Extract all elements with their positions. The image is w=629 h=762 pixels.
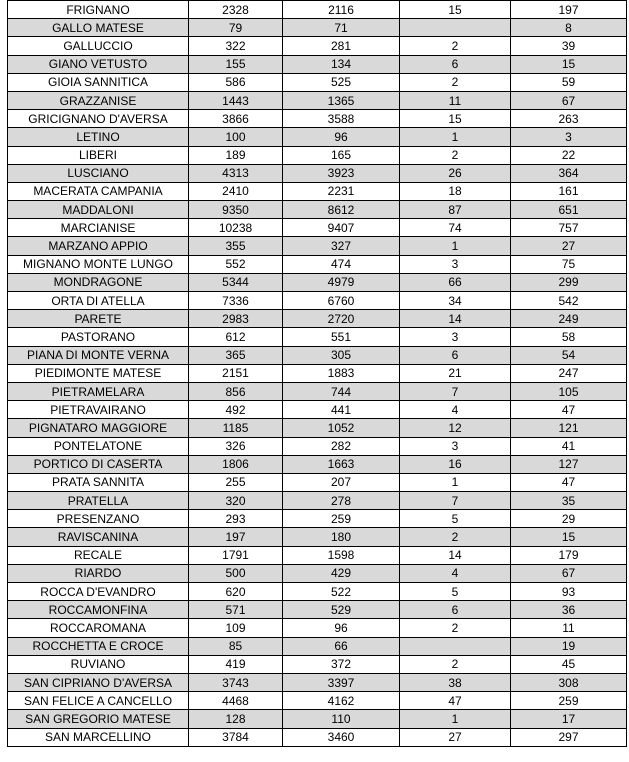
value-cell-2: 180 — [283, 528, 400, 546]
value-cell-4: 259 — [511, 692, 627, 710]
municipality-cell: SAN MARCELLINO — [8, 728, 189, 746]
value-cell-1: 109 — [189, 619, 283, 637]
table-body — [8, 1, 627, 747]
value-cell-2: 8612 — [283, 201, 400, 219]
table-row — [8, 364, 627, 382]
value-cell-1: 3743 — [189, 673, 283, 691]
value-cell-3: 2 — [400, 655, 511, 673]
table-row — [8, 201, 627, 219]
value-cell-3: 7 — [400, 492, 511, 510]
value-cell-1: 326 — [189, 437, 283, 455]
value-cell-1: 155 — [189, 55, 283, 73]
table-row — [8, 564, 627, 582]
value-cell-4: 15 — [511, 528, 627, 546]
table-row — [8, 37, 627, 55]
value-cell-2: 327 — [283, 237, 400, 255]
value-cell-1: 1185 — [189, 419, 283, 437]
value-cell-2: 96 — [283, 128, 400, 146]
municipality-cell: PRESENZANO — [8, 510, 189, 528]
value-cell-2: 2231 — [283, 182, 400, 200]
municipality-cell: PRATELLA — [8, 492, 189, 510]
value-cell-3: 14 — [400, 546, 511, 564]
value-cell-3: 1 — [400, 473, 511, 491]
value-cell-1: 419 — [189, 655, 283, 673]
municipality-cell: PIANA DI MONTE VERNA — [8, 346, 189, 364]
municipality-cell: GRICIGNANO D'AVERSA — [8, 110, 189, 128]
table-row — [8, 273, 627, 291]
value-cell-3: 6 — [400, 346, 511, 364]
municipality-cell: PONTELATONE — [8, 437, 189, 455]
table-row — [8, 182, 627, 200]
value-cell-2: 3923 — [283, 164, 400, 182]
value-cell-4: 121 — [511, 419, 627, 437]
value-cell-4: 27 — [511, 237, 627, 255]
municipality-cell: ROCCA D'EVANDRO — [8, 583, 189, 601]
value-cell-2: 429 — [283, 564, 400, 582]
table-row — [8, 601, 627, 619]
value-cell-3: 7 — [400, 382, 511, 400]
value-cell-1: 2328 — [189, 1, 283, 19]
table-row — [8, 583, 627, 601]
value-cell-1: 571 — [189, 601, 283, 619]
table-row — [8, 401, 627, 419]
value-cell-3: 2 — [400, 146, 511, 164]
value-cell-4: 15 — [511, 55, 627, 73]
table-row — [8, 91, 627, 109]
value-cell-2: 259 — [283, 510, 400, 528]
value-cell-1: 320 — [189, 492, 283, 510]
value-cell-4: 651 — [511, 201, 627, 219]
value-cell-2: 9407 — [283, 219, 400, 237]
table-row — [8, 455, 627, 473]
value-cell-3: 5 — [400, 583, 511, 601]
table-row — [8, 328, 627, 346]
value-cell-1: 100 — [189, 128, 283, 146]
value-cell-1: 85 — [189, 637, 283, 655]
value-cell-4: 41 — [511, 437, 627, 455]
value-cell-1: 2151 — [189, 364, 283, 382]
municipality-cell: SAN GREGORIO MATESE — [8, 710, 189, 728]
value-cell-1: 293 — [189, 510, 283, 528]
value-cell-4: 757 — [511, 219, 627, 237]
value-cell-2: 2116 — [283, 1, 400, 19]
value-cell-2: 278 — [283, 492, 400, 510]
value-cell-2: 3460 — [283, 728, 400, 746]
value-cell-2: 110 — [283, 710, 400, 728]
value-cell-4: 39 — [511, 37, 627, 55]
value-cell-2: 6760 — [283, 292, 400, 310]
value-cell-1: 492 — [189, 401, 283, 419]
value-cell-1: 586 — [189, 73, 283, 91]
value-cell-3: 14 — [400, 310, 511, 328]
municipality-cell: GIOIA SANNITICA — [8, 73, 189, 91]
table-row — [8, 292, 627, 310]
value-cell-2: 1663 — [283, 455, 400, 473]
value-cell-4: 19 — [511, 637, 627, 655]
value-cell-3: 18 — [400, 182, 511, 200]
municipality-cell: PIEDIMONTE MATESE — [8, 364, 189, 382]
municipality-cell: MARCIANISE — [8, 219, 189, 237]
municipality-table — [7, 0, 627, 747]
value-cell-3: 3 — [400, 437, 511, 455]
municipality-cell: GALLO MATESE — [8, 19, 189, 37]
table-row — [8, 673, 627, 691]
municipality-cell: GALLUCCIO — [8, 37, 189, 55]
value-cell-3: 6 — [400, 55, 511, 73]
municipality-cell: MONDRAGONE — [8, 273, 189, 291]
table-row — [8, 1, 627, 19]
table-row — [8, 255, 627, 273]
value-cell-1: 2410 — [189, 182, 283, 200]
value-cell-4: 8 — [511, 19, 627, 37]
value-cell-3: 66 — [400, 273, 511, 291]
value-cell-3: 27 — [400, 728, 511, 746]
value-cell-2: 165 — [283, 146, 400, 164]
value-cell-4: 127 — [511, 455, 627, 473]
value-cell-1: 500 — [189, 564, 283, 582]
value-cell-4: 299 — [511, 273, 627, 291]
table-row — [8, 237, 627, 255]
municipality-cell: ROCCAMONFINA — [8, 601, 189, 619]
municipality-cell: PORTICO DI CASERTA — [8, 455, 189, 473]
value-cell-1: 9350 — [189, 201, 283, 219]
value-cell-4: 249 — [511, 310, 627, 328]
municipality-cell: RUVIANO — [8, 655, 189, 673]
table-row — [8, 419, 627, 437]
municipality-cell: GIANO VETUSTO — [8, 55, 189, 73]
table-row — [8, 528, 627, 546]
municipality-cell: LUSCIANO — [8, 164, 189, 182]
municipality-cell: ROCCAROMANA — [8, 619, 189, 637]
municipality-cell: MARZANO APPIO — [8, 237, 189, 255]
value-cell-3: 15 — [400, 110, 511, 128]
value-cell-4: 58 — [511, 328, 627, 346]
value-cell-1: 322 — [189, 37, 283, 55]
value-cell-2: 372 — [283, 655, 400, 673]
table-row — [8, 692, 627, 710]
value-cell-4: 67 — [511, 564, 627, 582]
value-cell-3: 2 — [400, 619, 511, 637]
table-row — [8, 655, 627, 673]
table-row — [8, 146, 627, 164]
value-cell-1: 612 — [189, 328, 283, 346]
value-cell-3: 16 — [400, 455, 511, 473]
value-cell-2: 1883 — [283, 364, 400, 382]
municipality-cell: PRATA SANNITA — [8, 473, 189, 491]
value-cell-4: 67 — [511, 91, 627, 109]
value-cell-3: 2 — [400, 37, 511, 55]
value-cell-4: 3 — [511, 128, 627, 146]
value-cell-2: 4162 — [283, 692, 400, 710]
value-cell-3: 6 — [400, 601, 511, 619]
value-cell-3: 34 — [400, 292, 511, 310]
municipality-cell: ORTA DI ATELLA — [8, 292, 189, 310]
value-cell-3: 12 — [400, 419, 511, 437]
value-cell-1: 197 — [189, 528, 283, 546]
value-cell-3 — [400, 19, 511, 37]
value-cell-4: 17 — [511, 710, 627, 728]
value-cell-1: 552 — [189, 255, 283, 273]
value-cell-3: 1 — [400, 128, 511, 146]
municipality-cell: PIGNATARO MAGGIORE — [8, 419, 189, 437]
value-cell-4: 45 — [511, 655, 627, 673]
municipality-cell: ROCCHETTA E CROCE — [8, 637, 189, 655]
value-cell-2: 134 — [283, 55, 400, 73]
municipality-cell: SAN FELICE A CANCELLO — [8, 692, 189, 710]
municipality-cell: PIETRAMELARA — [8, 382, 189, 400]
value-cell-1: 620 — [189, 583, 283, 601]
value-cell-1: 79 — [189, 19, 283, 37]
value-cell-2: 207 — [283, 473, 400, 491]
municipality-cell: MIGNANO MONTE LUNGO — [8, 255, 189, 273]
table-row — [8, 546, 627, 564]
value-cell-3: 38 — [400, 673, 511, 691]
table-row — [8, 728, 627, 746]
value-cell-3: 15 — [400, 1, 511, 19]
municipality-cell: LETINO — [8, 128, 189, 146]
value-cell-2: 3588 — [283, 110, 400, 128]
value-cell-4: 308 — [511, 673, 627, 691]
municipality-cell: RAVISCANINA — [8, 528, 189, 546]
data-sheet — [7, 0, 627, 747]
value-cell-4: 59 — [511, 73, 627, 91]
value-cell-4: 29 — [511, 510, 627, 528]
value-cell-2: 744 — [283, 382, 400, 400]
value-cell-4: 93 — [511, 583, 627, 601]
table-row — [8, 310, 627, 328]
value-cell-2: 281 — [283, 37, 400, 55]
municipality-cell: FRIGNANO — [8, 1, 189, 19]
municipality-cell: GRAZZANISE — [8, 91, 189, 109]
municipality-cell: RECALE — [8, 546, 189, 564]
value-cell-2: 522 — [283, 583, 400, 601]
value-cell-3: 3 — [400, 328, 511, 346]
value-cell-1: 10238 — [189, 219, 283, 237]
table-row — [8, 55, 627, 73]
value-cell-1: 1806 — [189, 455, 283, 473]
value-cell-4: 247 — [511, 364, 627, 382]
value-cell-1: 5344 — [189, 273, 283, 291]
table-row — [8, 110, 627, 128]
table-row — [8, 19, 627, 37]
value-cell-2: 525 — [283, 73, 400, 91]
table-row — [8, 437, 627, 455]
municipality-cell: RIARDO — [8, 564, 189, 582]
table-row — [8, 382, 627, 400]
value-cell-4: 364 — [511, 164, 627, 182]
table-row — [8, 73, 627, 91]
value-cell-1: 1791 — [189, 546, 283, 564]
municipality-cell: PARETE — [8, 310, 189, 328]
value-cell-3 — [400, 637, 511, 655]
municipality-cell: MADDALONI — [8, 201, 189, 219]
value-cell-4: 47 — [511, 401, 627, 419]
value-cell-4: 263 — [511, 110, 627, 128]
value-cell-4: 54 — [511, 346, 627, 364]
value-cell-3: 1 — [400, 710, 511, 728]
value-cell-1: 3866 — [189, 110, 283, 128]
value-cell-3: 47 — [400, 692, 511, 710]
value-cell-4: 36 — [511, 601, 627, 619]
value-cell-1: 189 — [189, 146, 283, 164]
value-cell-3: 74 — [400, 219, 511, 237]
value-cell-3: 1 — [400, 237, 511, 255]
value-cell-1: 355 — [189, 237, 283, 255]
value-cell-1: 3784 — [189, 728, 283, 746]
table-row — [8, 219, 627, 237]
value-cell-1: 365 — [189, 346, 283, 364]
value-cell-2: 3397 — [283, 673, 400, 691]
table-row — [8, 637, 627, 655]
value-cell-3: 26 — [400, 164, 511, 182]
table-row — [8, 510, 627, 528]
value-cell-4: 297 — [511, 728, 627, 746]
value-cell-2: 1052 — [283, 419, 400, 437]
value-cell-2: 529 — [283, 601, 400, 619]
value-cell-2: 305 — [283, 346, 400, 364]
value-cell-2: 282 — [283, 437, 400, 455]
value-cell-1: 2983 — [189, 310, 283, 328]
value-cell-2: 71 — [283, 19, 400, 37]
value-cell-2: 2720 — [283, 310, 400, 328]
table-row — [8, 710, 627, 728]
value-cell-3: 2 — [400, 73, 511, 91]
value-cell-2: 1365 — [283, 91, 400, 109]
value-cell-2: 66 — [283, 637, 400, 655]
value-cell-4: 22 — [511, 146, 627, 164]
value-cell-3: 11 — [400, 91, 511, 109]
table-row — [8, 473, 627, 491]
municipality-cell: SAN CIPRIANO D'AVERSA — [8, 673, 189, 691]
value-cell-3: 3 — [400, 255, 511, 273]
table-row — [8, 164, 627, 182]
value-cell-1: 255 — [189, 473, 283, 491]
municipality-cell: LIBERI — [8, 146, 189, 164]
value-cell-2: 551 — [283, 328, 400, 346]
municipality-cell: PASTORANO — [8, 328, 189, 346]
value-cell-2: 96 — [283, 619, 400, 637]
value-cell-1: 4468 — [189, 692, 283, 710]
value-cell-1: 128 — [189, 710, 283, 728]
value-cell-4: 197 — [511, 1, 627, 19]
value-cell-4: 47 — [511, 473, 627, 491]
value-cell-4: 11 — [511, 619, 627, 637]
value-cell-4: 105 — [511, 382, 627, 400]
value-cell-3: 2 — [400, 528, 511, 546]
value-cell-3: 4 — [400, 401, 511, 419]
value-cell-4: 179 — [511, 546, 627, 564]
value-cell-4: 35 — [511, 492, 627, 510]
table-row — [8, 128, 627, 146]
value-cell-2: 474 — [283, 255, 400, 273]
value-cell-4: 75 — [511, 255, 627, 273]
value-cell-4: 161 — [511, 182, 627, 200]
municipality-cell: PIETRAVAIRANO — [8, 401, 189, 419]
value-cell-2: 1598 — [283, 546, 400, 564]
value-cell-3: 5 — [400, 510, 511, 528]
value-cell-1: 7336 — [189, 292, 283, 310]
municipality-cell: MACERATA CAMPANIA — [8, 182, 189, 200]
value-cell-3: 87 — [400, 201, 511, 219]
value-cell-1: 4313 — [189, 164, 283, 182]
table-row — [8, 619, 627, 637]
value-cell-1: 1443 — [189, 91, 283, 109]
value-cell-1: 856 — [189, 382, 283, 400]
value-cell-3: 4 — [400, 564, 511, 582]
value-cell-3: 21 — [400, 364, 511, 382]
table-row — [8, 346, 627, 364]
value-cell-2: 4979 — [283, 273, 400, 291]
value-cell-4: 542 — [511, 292, 627, 310]
table-row — [8, 492, 627, 510]
value-cell-2: 441 — [283, 401, 400, 419]
